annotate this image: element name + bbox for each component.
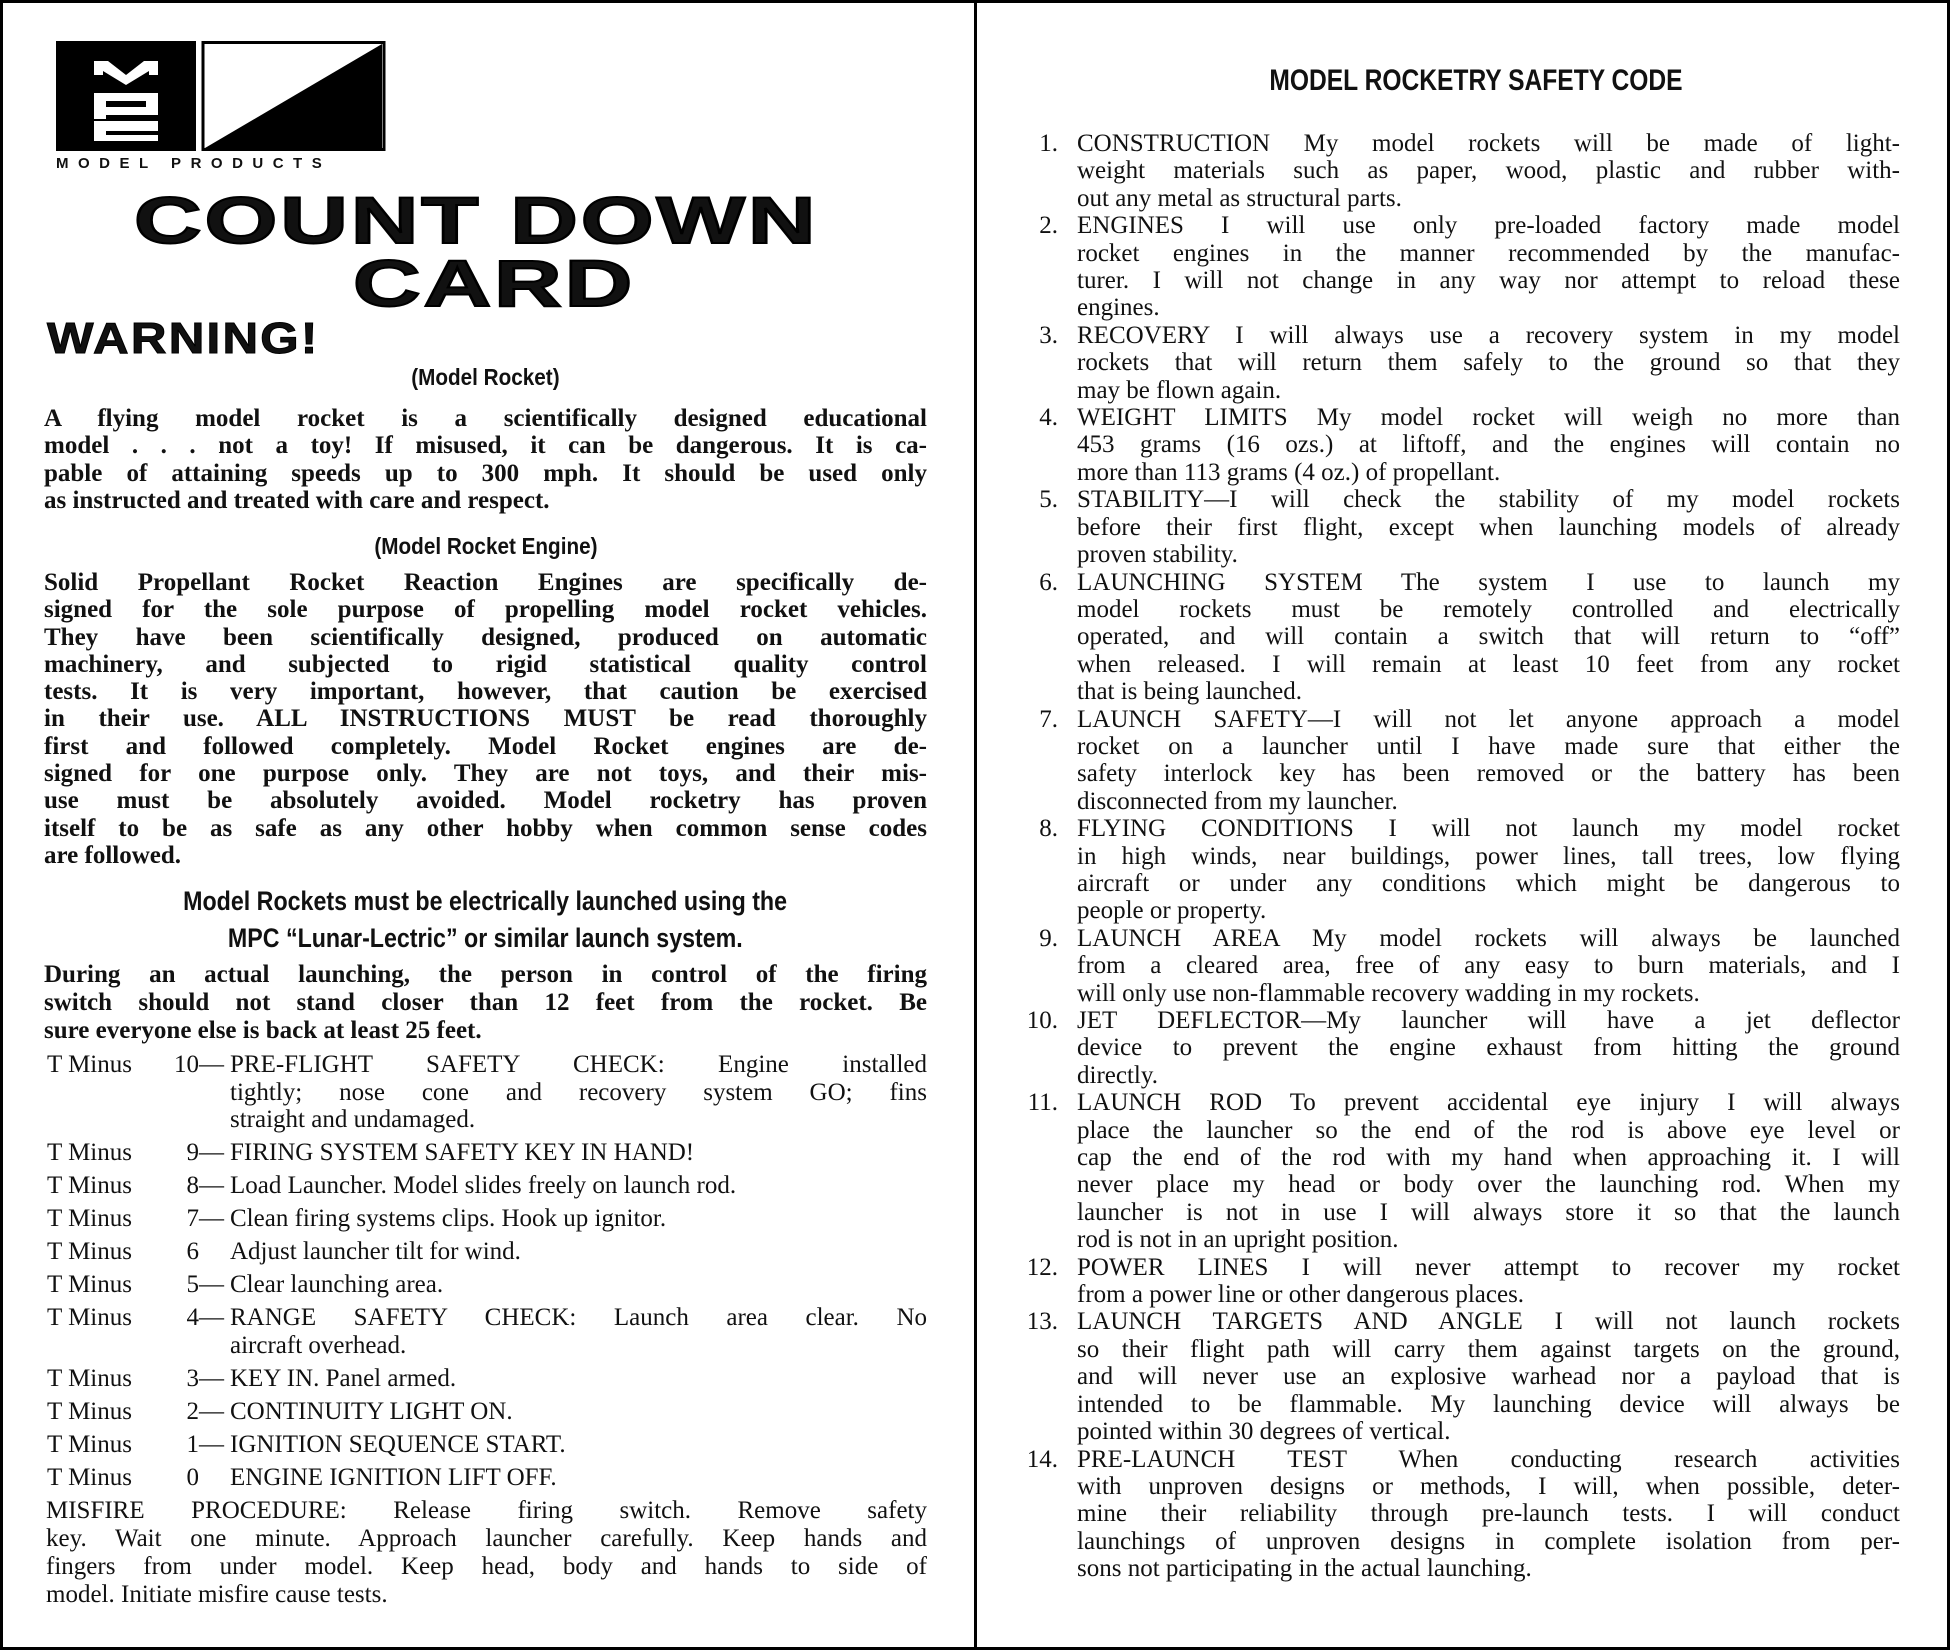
safety-code-number: 7.	[1039, 705, 1058, 733]
safety-code-item	[1010, 130, 1900, 212]
text-line: sons not participating in the actual launching.	[1077, 1555, 1532, 1583]
countdown-text	[230, 1051, 927, 1134]
text-line: A flying model rocket is a scientifically designed educational	[44, 405, 927, 432]
safety-code-item	[1010, 706, 1900, 816]
countdown-dash: —	[199, 1051, 224, 1078]
countdown-label: T Minus	[47, 1304, 132, 1331]
countdown-number: 2	[186, 1397, 199, 1425]
text-line: Clean firing systems clips. Hook up ignitor.	[230, 1205, 667, 1232]
countdown-step	[47, 1205, 927, 1233]
text-line: never place my head or body over the launching rod. When my	[1077, 1171, 1900, 1199]
countdown-text	[230, 1431, 927, 1459]
safety-code-text	[1077, 322, 1900, 404]
countdown-label: T Minus	[47, 1172, 132, 1199]
countdown-text	[230, 1398, 927, 1426]
text-line: FIRING SYSTEM SAFETY KEY IN HAND!	[230, 1139, 695, 1166]
text-line: place the launcher so the end of the rod is above eye level or	[1077, 1116, 1900, 1144]
safety-code-number: 5.	[1039, 486, 1058, 514]
safety-code-text	[1077, 925, 1900, 1007]
text-line: LAUNCH ROD To prevent accidental eye injury I will always	[1077, 1089, 1900, 1117]
text-line: when released. I will remain at least 10 feet from any rocket	[1077, 650, 1900, 678]
text-line: IGNITION SEQUENCE START.	[230, 1430, 566, 1458]
countdown-label: T Minus	[47, 1139, 132, 1166]
text-line: aircraft or under any conditions which might be dangerous to	[1077, 869, 1900, 897]
countdown-step	[47, 1304, 927, 1359]
text-line: rockets that will return them safely to the ground so that they	[1077, 349, 1900, 377]
countdown-dash: —	[199, 1172, 224, 1199]
text-line: tightly; nose cone and recovery system GO; fins	[230, 1078, 927, 1106]
text-line: Solid Propellant Rocket Reaction Engines are specifically de-	[44, 569, 927, 596]
text-line: weight materials such as paper, wood, plastic and rubber with-	[1077, 157, 1900, 185]
text-line: device to prevent the engine exhaust from hitting the ground	[1077, 1034, 1900, 1062]
safe-distance-paragraph	[44, 961, 927, 1044]
text-line: pointed within 30 degrees of vertical.	[1077, 1418, 1451, 1446]
text-line: first and followed completely. Model Rocket engines are de-	[44, 732, 927, 760]
text-line: model . . . not a toy! If misused, it can be dangerous. It is ca-	[44, 432, 927, 460]
countdown-step	[47, 1139, 927, 1167]
safety-code-title	[1224, 64, 1683, 98]
text-line: directly.	[1077, 1061, 1158, 1089]
countdown-number: 10	[174, 1051, 199, 1078]
text-line: straight and undamaged.	[230, 1106, 476, 1133]
text-line: so their flight path will carry them against targets on the ground,	[1077, 1335, 1900, 1363]
text-line: model rockets must be remotely controlled and electrically	[1077, 595, 1900, 623]
safety-code-item	[1010, 404, 1900, 486]
countdown-text	[230, 1139, 927, 1167]
launch-system-headline	[44, 883, 927, 957]
safety-code-number: 3.	[1039, 321, 1058, 349]
safety-code-item	[1010, 925, 1900, 1007]
text-line: LAUNCH AREA My model rockets will always be launched	[1077, 924, 1900, 952]
text-line: are followed.	[44, 841, 182, 869]
text-line: as instructed and treated with care and respect.	[44, 486, 550, 514]
text-line: 453 grams (16 ozs.) at liftoff, and the engines will contain no	[1077, 431, 1900, 459]
text-line: more than 113 grams (4 oz.) of propellant.	[1077, 458, 1501, 486]
text-line-content: MPC “Lunar-Lectric” or similar launch system.	[228, 923, 743, 953]
countdown-number: 6	[186, 1238, 199, 1265]
text-line: people or property.	[1077, 897, 1267, 925]
text-line: ENGINE IGNITION LIFT OFF.	[230, 1463, 557, 1491]
safety-code-text	[1077, 404, 1900, 486]
countdown-label: T Minus	[47, 1463, 132, 1491]
countdown-dash: —	[199, 1271, 224, 1298]
safety-code-text	[1077, 815, 1900, 925]
safety-code-text	[1077, 1308, 1900, 1445]
safety-code-number: 4.	[1039, 404, 1058, 432]
countdown-dash: —	[199, 1304, 224, 1331]
countdown-label: T Minus	[47, 1430, 132, 1458]
text-line: use must be absolutely avoided. Model rocketry has proven	[44, 787, 927, 815]
countdown-dash: —	[199, 1205, 224, 1232]
text-line: KEY IN. Panel armed.	[230, 1364, 457, 1392]
text-line: JET DEFLECTOR—My launcher will have a jet deflector	[1077, 1007, 1900, 1034]
text-line: Adjust launcher tilt for wind.	[230, 1238, 521, 1265]
model-rocket-engine-paragraph	[44, 569, 927, 869]
text-line: machinery, and subjected to rigid statistical quality control	[44, 650, 927, 678]
text-line: During an actual launching, the person in control of the firing	[44, 961, 927, 988]
text-line: fingers from under model. Keep head, body and hands to side of	[46, 1552, 927, 1580]
text-line: CONTINUITY LIGHT ON.	[230, 1397, 513, 1425]
safety-code-text	[1077, 1007, 1900, 1089]
text-line: signed for one purpose only. They are not toys, and their mis-	[44, 760, 927, 788]
countdown-step	[47, 1172, 927, 1200]
text-line: cap the end of the rod with my hand when approaching it. I will	[1077, 1144, 1900, 1172]
text-line: Load Launcher. Model slides freely on launch rod.	[230, 1172, 737, 1199]
safety-code-text	[1077, 130, 1900, 212]
countdown-text	[230, 1205, 927, 1233]
countdown-number: 9	[186, 1139, 199, 1166]
safety-code-number: 12.	[1026, 1253, 1058, 1281]
text-line: engines.	[1077, 294, 1160, 322]
safety-code-number: 13.	[1026, 1308, 1058, 1336]
text-line: launchings of unproven designs in complete isolation from per-	[1077, 1527, 1900, 1555]
text-line: PRE-FLIGHT SAFETY CHECK: Engine installed	[230, 1051, 927, 1078]
safety-code-item	[1010, 569, 1900, 706]
safety-code-number: 8.	[1039, 815, 1058, 843]
safety-code-list	[1010, 130, 1900, 1583]
safety-code-text	[1077, 706, 1900, 816]
text-line: Clear launching area.	[230, 1271, 444, 1298]
text-line: They have been scientifically designed, produced on automatic	[44, 623, 927, 651]
text-line: that is being launched.	[1077, 678, 1302, 706]
model-rocket-engine-heading	[44, 533, 927, 560]
text-line: LAUNCH TARGETS AND ANGLE I will not launch rockets	[1077, 1308, 1900, 1336]
mpc-logo	[56, 41, 386, 151]
text-line: aircraft overhead.	[230, 1331, 407, 1359]
safety-code-item	[1010, 1254, 1900, 1309]
text-line: turer. I will not change in any way nor attempt to reload these	[1077, 267, 1900, 295]
text-line: POWER LINES I will never attempt to recover my rocket	[1077, 1253, 1900, 1281]
warning-heading: WARNING!	[47, 314, 320, 363]
safety-code-number: 10.	[1026, 1007, 1058, 1034]
text-line: safety interlock key has been removed or the battery has been	[1077, 760, 1900, 788]
text-line: from a cleared area, free of any easy to burn materials, and I	[1077, 952, 1900, 980]
safety-code-text	[1077, 569, 1900, 706]
countdown-number: 4	[186, 1304, 199, 1331]
safety-code-number: 11.	[1027, 1089, 1058, 1117]
text-line: operated, and will contain a switch that will return to “off”	[1077, 623, 1900, 651]
text-line: tests. It is very important, however, that caution be exercised	[44, 678, 927, 706]
text-line	[44, 883, 927, 920]
text-line: model. Initiate misfire cause tests.	[46, 1580, 388, 1608]
countdown-dash: —	[199, 1364, 224, 1392]
text-line: switch should not stand closer than 12 feet from the rocket. Be	[44, 988, 927, 1016]
text-line: LAUNCH SAFETY—I will not let anyone approach a model	[1077, 705, 1900, 733]
countdown-label: T Minus	[47, 1364, 132, 1392]
text-line: STABILITY—I will check the stability of my model rockets	[1077, 486, 1900, 514]
countdown-dash: —	[199, 1430, 224, 1458]
safety-code-title-text: MODEL ROCKETRY SAFETY CODE	[1269, 64, 1683, 97]
text-line: LAUNCHING SYSTEM The system I use to launch my	[1077, 568, 1900, 596]
text-line: launcher is not in use I will always store it so that the launch	[1077, 1198, 1900, 1226]
text-line: disconnected from my launcher.	[1077, 787, 1398, 815]
safety-code-number: 2.	[1039, 212, 1058, 240]
safety-code-item	[1010, 322, 1900, 404]
text-line: sure everyone else is back at least 25 feet.	[44, 1016, 482, 1044]
text-line: and will never use an explosive warhead nor a payload that is	[1077, 1363, 1900, 1391]
safety-code-text	[1077, 1254, 1900, 1309]
model-rocket-heading-text: (Model Rocket)	[411, 364, 560, 390]
text-line: may be flown again.	[1077, 376, 1282, 404]
safety-code-number: 1.	[1039, 130, 1058, 157]
countdown-text	[230, 1304, 927, 1359]
safety-code-text	[1077, 486, 1900, 568]
text-line: with unproven designs or methods, I will, when possible, deter-	[1077, 1472, 1900, 1500]
countdown-number: 0	[186, 1463, 199, 1491]
text-line: rod is not in an upright position.	[1077, 1226, 1399, 1254]
safety-code-item	[1010, 1089, 1900, 1253]
title-count-down: COUNT DOWN	[134, 183, 819, 257]
text-line: rocket on a launcher until I have made sure that either the	[1077, 732, 1900, 760]
countdown-text	[230, 1238, 927, 1266]
countdown-step	[47, 1271, 927, 1299]
countdown-text	[230, 1271, 927, 1299]
countdown-step	[47, 1431, 927, 1459]
safety-code-text	[1077, 1446, 1900, 1583]
countdown-label: T Minus	[47, 1205, 132, 1232]
countdown-step	[47, 1365, 927, 1393]
panel-divider	[974, 0, 977, 1650]
countdown-dash: —	[199, 1139, 224, 1166]
safety-code-item	[1010, 486, 1900, 568]
text-line: PRE-LAUNCH TEST When conducting research activities	[1077, 1445, 1900, 1473]
text-line: ENGINES I will use only pre-loaded factory made model	[1077, 212, 1900, 240]
countdown-dash: —	[199, 1397, 224, 1425]
text-line: proven stability.	[1077, 541, 1238, 569]
safety-code-item	[1010, 1308, 1900, 1445]
text-line: intended to be flammable. My launching device will always be	[1077, 1390, 1900, 1418]
text-line: will only use non-flammable recovery wadding in my rockets.	[1077, 979, 1700, 1007]
safety-code-item	[1010, 1446, 1900, 1583]
title-card: CARD	[353, 246, 636, 320]
countdown-number: 5	[186, 1271, 199, 1298]
safety-code-text	[1077, 1089, 1900, 1253]
model-rocket-paragraph	[44, 405, 927, 514]
misfire-procedure	[46, 1497, 927, 1609]
text-line	[44, 920, 927, 957]
safety-code-item	[1010, 815, 1900, 925]
text-line: out any metal as structural parts.	[1077, 184, 1402, 212]
countdown-step	[47, 1051, 927, 1134]
countdown-label: T Minus	[47, 1051, 132, 1078]
text-line: signed for the sole purpose of propelling model rocket vehicles.	[44, 596, 927, 624]
safety-code-number: 14.	[1026, 1445, 1058, 1473]
countdown-text	[230, 1365, 927, 1393]
text-line-content: Model Rockets must be electrically launched using the	[183, 886, 788, 916]
text-line: pable of attaining speeds up to 300 mph. It should be used only	[44, 459, 927, 487]
brand-name: MODEL PRODUCTS	[56, 155, 332, 172]
model-rocket-engine-heading-text: (Model Rocket Engine)	[373, 533, 598, 559]
text-line: MISFIRE PROCEDURE: Release firing switch. Remove safety	[46, 1496, 927, 1524]
countdown-number: 3	[186, 1364, 199, 1392]
countdown-text	[230, 1464, 927, 1492]
text-line: rocket engines in the manner recommended by the manufac-	[1077, 239, 1900, 267]
countdown-number: 7	[186, 1205, 199, 1232]
countdown-step	[47, 1238, 927, 1266]
safety-code-text	[1077, 212, 1900, 322]
text-line: in high winds, near buildings, power lines, tall trees, low flying	[1077, 842, 1900, 870]
countdown-number: 1	[186, 1430, 199, 1458]
text-line: RANGE SAFETY CHECK: Launch area clear. No	[230, 1304, 927, 1331]
countdown-text	[230, 1172, 927, 1200]
text-line: FLYING CONDITIONS I will not launch my model rocket	[1077, 815, 1900, 843]
text-line: CONSTRUCTION My model rockets will be made of light-	[1077, 130, 1900, 157]
text-line: key. Wait one minute. Approach launcher carefully. Keep hands and	[46, 1524, 927, 1552]
safety-code-number: 9.	[1039, 924, 1058, 952]
text-line: RECOVERY I will always use a recovery system in my model	[1077, 321, 1900, 349]
text-line: in their use. ALL INSTRUCTIONS MUST be read thoroughly	[44, 705, 927, 733]
safety-code-item	[1010, 212, 1900, 322]
countdown-step	[47, 1464, 927, 1492]
countdown-step	[47, 1398, 927, 1426]
text-line: before their first flight, except when launching models of already	[1077, 513, 1900, 541]
countdown-label: T Minus	[47, 1271, 132, 1298]
text-line: itself to be as safe as any other hobby when common sense codes	[44, 814, 927, 842]
text-line: mine their reliability through pre-launch tests. I will conduct	[1077, 1500, 1900, 1528]
countdown-label: T Minus	[47, 1397, 132, 1425]
safety-code-item	[1010, 1007, 1900, 1089]
countdown-list	[47, 1051, 927, 1609]
text-line: WEIGHT LIMITS My model rocket will weigh no more than	[1077, 404, 1900, 432]
model-rocket-heading	[44, 364, 927, 391]
countdown-number: 8	[186, 1172, 199, 1199]
countdown-label: T Minus	[47, 1238, 132, 1265]
text-line: from a power line or other dangerous places.	[1077, 1281, 1525, 1309]
safety-code-number: 6.	[1039, 568, 1058, 596]
